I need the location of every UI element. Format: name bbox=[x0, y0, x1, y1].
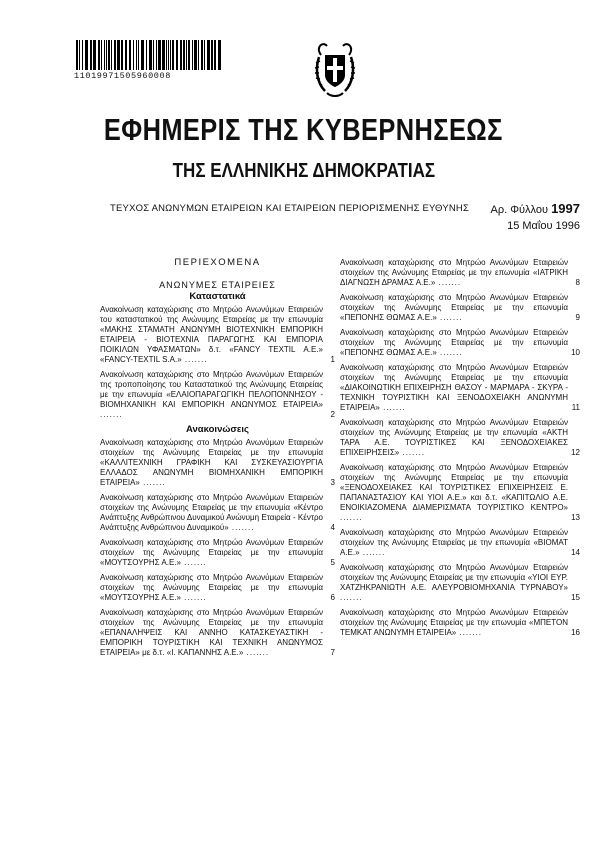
entry-text: Ανακοίνωση καταχώρισης στο Μητρώο Ανωνύμων Εταιρειών στοιχείων της Ανώνυμης Εταιρείας με την επωνυμία «ΜΠΕΤΟΝ ΤΕΜΚΑΤ ΑΝΩΝΥΜΗ ΕΤΑΙΡΕΙΑ» bbox=[340, 608, 568, 637]
leader-dots: ....... bbox=[436, 348, 463, 357]
entry-text: Ανακοίνωση καταχώρισης στο Μητρώο Ανωνύμων Εταιρειών στοιχείων της Ανώνυμης Εταιρείας με την επωνυμία «ΠΕΠΟΝΗΣ ΘΩΜΑΣ Α.Ε.» bbox=[340, 293, 568, 322]
leader-dots: ....... bbox=[379, 403, 406, 412]
leader-dots: ....... bbox=[100, 410, 123, 419]
sheet-label: Αρ. Φύλλου bbox=[490, 204, 549, 216]
entry-text: Ανακοίνωση καταχώρισης στο Μητρώο Ανωνύμων Εταιρειών της τροποποίησης του Καταστατικού της Ανώνυμης Εταιρείας με την επωνυμία «ΕΛΑΙΟΠΑΡΑΓΩΓΙΚΗ ΠΕΛΟΠΟΝΝΗΣΟΥ - ΒΙΟΜΗΧΑΝΙΚΗ ΚΑΙ ΕΜΠΟΡΙΚΗ ΑΝΩΝΥΜΟΣ ΕΤΑΙΡΕΙΑ» bbox=[100, 370, 323, 409]
contents-right-column bbox=[340, 258, 580, 643]
contents-entry bbox=[340, 463, 580, 523]
entry-text: Ανακοίνωση καταχώρισης στο Μητρώο Ανωνύμων Εταιρειών στοιχείων της Ανώνυμης Εταιρείας με την επωνυμία «ΑΚΤΗ ΤΑΡΑ Α.Ε. ΤΟΥΡΙΣΤΙΚΕΣ ΚΑΙ ΞΕΝΟΔΟΧΕΙΑΚΕΣ ΕΠΙΧΕΙΡΗΣΕΙΣ» bbox=[340, 418, 568, 457]
leader-dots: ....... bbox=[180, 593, 207, 602]
entry-page-number: 14 bbox=[571, 548, 580, 557]
entry-page-number: 8 bbox=[575, 278, 580, 287]
contents-entry bbox=[100, 608, 335, 658]
sheet-number: 1997 bbox=[551, 201, 580, 216]
entry-text: Ανακοίνωση καταχώρισης στο Μητρώο Ανωνύμων Εταιρειών στοιχείων της Ανώνυμης Εταιρείας με την επωνυμία «ΙΑΤΡΙΚΗ ΔΙΑΓΝΩΣΗ ΔΡΑΜΑΣ Α.Ε.» bbox=[340, 258, 568, 287]
section-heading: ΑΝΩΝΥΜΕΣ ΕΤΑΙΡΕΙΕΣ bbox=[159, 280, 276, 290]
leader-dots: ....... bbox=[243, 648, 270, 657]
notices-right-list bbox=[340, 258, 580, 638]
contents-entry bbox=[340, 418, 580, 458]
notices-left-list bbox=[100, 438, 335, 658]
entry-page-number: 6 bbox=[330, 593, 335, 602]
contents-entry bbox=[340, 563, 580, 603]
entry-page-number: 1 bbox=[330, 355, 335, 364]
entry-page-number: 7 bbox=[330, 648, 335, 657]
entry-page-number: 16 bbox=[571, 628, 580, 637]
leader-dots: ....... bbox=[181, 355, 208, 364]
leader-dots: ....... bbox=[436, 313, 463, 322]
entry-text: Ανακοίνωση καταχώρισης στο Μητρώο Ανωνύμων Εταιρειών στοιχείων της Ανώνυμης Εταιρείας με την επωνυμία «ΒΙΟΜΑΤ Α.Ε.» bbox=[340, 528, 568, 557]
entry-text: Ανακοίνωση καταχώρισης στο Μητρώο Ανωνύμων Εταιρειών στοιχείων της Ανώνυμης Εταιρείας με την επωνυμία «ΚΑΛΛΙΤΕΧΝΙΚΗ ΓΡΑΦΙΚΗ ΚΑΙ ΣΥΣΚΕΥΑΣΙΟΥΡΓΙΑ ΕΛΛΑΔΟΣ ΑΝΩΝΥΜΗ ΒΙΟΜΗΧΑΝΙΚΗ ΕΜΠΟΡΙΚΗ ΕΤΑΙΡΕΙΑ» bbox=[100, 438, 323, 487]
leader-dots: ....... bbox=[435, 278, 462, 287]
leader-dots: ....... bbox=[228, 523, 255, 532]
entry-page-number: 11 bbox=[571, 403, 580, 412]
notices-heading: Ανακοινώσεις bbox=[186, 424, 249, 435]
statutes-list bbox=[100, 305, 335, 420]
contents-entry bbox=[340, 258, 580, 288]
contents-entry bbox=[340, 328, 580, 358]
leader-dots: ....... bbox=[399, 448, 426, 457]
entry-text: Ανακοίνωση καταχώρισης στο Μητρώο Ανωνύμων Εταιρειών στοιχείων της Ανώνυμης Εταιρείας με την επωνυμία «ΕΠΑΝΑΛΗΨΕΙΣ ΚΑΙ ΑΝΝΗΟ ΚΑΤΑΣΚΕΥΑΣΤΙΚΗ - ΕΜΠΟΡΙΚΗ ΤΟΥΡΙΣΤΙΚΗ ΚΑΙ ΤΕΧΝΙΚΗ ΑΝΩΝΥΜΟΣ ΕΤΑΙΡΕΙΑ» με δ.τ. «Ι. ΚΑΠΑΝΝΗΣ Α.Ε.» bbox=[100, 608, 323, 657]
entry-text: Ανακοίνωση καταχώρισης στο Μητρώο Ανωνύμων Εταιρειών στοιχείων της Ανώνυμης Εταιρείας με την επωνυμία «ΠΕΠΟΝΗΣ ΘΩΜΑΣ Α.Ε.» bbox=[340, 328, 568, 357]
gazette-title: ΕΦΗΜΕΡΙΣ ΤΗΣ ΚΥΒΕΡΝΗΣΕΩΣ bbox=[103, 112, 503, 147]
contents-entry bbox=[340, 293, 580, 323]
barcode-number: 11019971505960008 bbox=[74, 71, 171, 81]
sheet-number-block bbox=[491, 201, 580, 216]
leader-dots: ....... bbox=[359, 548, 386, 557]
contents-entry bbox=[100, 493, 335, 533]
entry-text: Ανακοίνωση καταχώρισης στο Μητρώο Ανωνύμων Εταιρειών στοιχείων της Ανώνυμης Εταιρείας με την επωνυμία «ΥΙΟΙ ΕΥΡ. ΧΑΤΖΗΚΡΑΝΙΩΤΗ Α.Ε. ΑΛΕΥΡΟΒΙΟΜΗΧΑΝΙΑ ΤΥΡΝΑΒΟΥ» bbox=[340, 563, 568, 592]
contents-entry bbox=[340, 608, 580, 638]
coat-of-arms-icon bbox=[313, 37, 357, 99]
leader-dots: ....... bbox=[456, 628, 483, 637]
contents-entry bbox=[100, 305, 335, 365]
entry-page-number: 10 bbox=[571, 348, 580, 357]
issue-line bbox=[110, 203, 580, 214]
leader-dots: ....... bbox=[180, 558, 207, 567]
entry-page-number: 12 bbox=[571, 448, 580, 457]
statutes-heading: Καταστατικά bbox=[189, 291, 246, 302]
entry-page-number: 3 bbox=[330, 478, 335, 487]
entry-page-number: 15 bbox=[571, 593, 580, 602]
contents-entry bbox=[340, 528, 580, 558]
contents-entry bbox=[100, 370, 335, 420]
issue-date: 15 Μαΐου 1996 bbox=[507, 220, 580, 232]
entry-text: Ανακοίνωση καταχώρισης στο Μητρώο Ανωνύμων Εταιρειών στοιχείων της Ανώνυμης Εταιρείας με την επωνυμία «ΔΙΑΚΟΙΝΩΤΙΚΗ ΕΠΙΧΕΙΡΗΣΗ ΘΑΣΟΥ - ΜΑΡΜΑΡΑ - ΣΚΥΡΑ - ΤΕΧΝΙΚΗ ΤΟΥΡΙΣΤΙΚΗ ΚΑΙ ΞΕΝΟΔΟΧΕΙΑΚΗ ΑΝΩΝΥΜΗ ΕΤΑΙΡΕΙΑ» bbox=[340, 363, 568, 412]
contents-left-column bbox=[100, 258, 335, 663]
leader-dots: ....... bbox=[340, 513, 363, 522]
entry-page-number: 4 bbox=[330, 523, 335, 532]
entry-text: Ανακοίνωση καταχώρισης στο Μητρώο Ανωνύμων Εταιρειών στοιχείων της Ανώνυμης Εταιρείας με την επωνυμία «ΜΟΥΤΣΟΥΡΗΣ Α.Ε.» bbox=[100, 573, 323, 602]
contents-entry bbox=[100, 538, 335, 568]
leader-dots: ....... bbox=[139, 478, 166, 487]
contents-heading: ΠΕΡΙΕΧΟΜΕΝΑ bbox=[174, 257, 261, 268]
barcode bbox=[76, 40, 222, 70]
entry-page-number: 5 bbox=[330, 558, 335, 567]
gazette-subtitle: ΤΗΣ ΕΛΛΗΝΙΚΗΣ ΔΗΜΟΚΡΑΤΙΑΣ bbox=[172, 160, 436, 182]
entry-page-number: 2 bbox=[330, 410, 335, 419]
contents-entry bbox=[340, 363, 580, 413]
entry-page-number: 13 bbox=[571, 513, 580, 522]
contents-entry bbox=[100, 438, 335, 488]
entry-text: Ανακοίνωση καταχώρισης στο Μητρώο Ανωνύμων Εταιρειών στοιχείων της Ανώνυμης Εταιρείας με την επωνυμία «ΜΟΥΤΣΟΥΡΗΣ Α.Ε.» bbox=[100, 538, 323, 567]
contents-entry bbox=[100, 573, 335, 603]
entry-text: Ανακοίνωση καταχώρισης στο Μητρώο Ανωνύμων Εταιρειών στοιχείων της Ανώνυμης Εταιρείας με την επωνυμία «Κέντρο Ανάπτυξης Ανθρώπινου Δυναμικού Ανώνυμη Εταιρεία - Κέντρο Ανάπτυξης Ανθρώπινου Δυναμικού» bbox=[100, 493, 323, 532]
entry-text: Ανακοίνωση καταχώρισης στο Μητρώο Ανωνύμων Εταιρειών στοιχείων της Ανώνυμης Εταιρείας με την επωνυμία «ΞΕΝΟΔΟΧΕΙΑΚΕΣ ΚΑΙ ΤΟΥΡΙΣΤΙΚΕΣ ΕΠΙΧΕΙΡΗΣΕΙΣ Ε. ΠΑΠΑΝΑΣΤΑΣΙΟΥ ΚΑΙ ΥΙΟΙ Α.Ε.» και δ.τ. «ΚΑΠΙΤΩΛΙΟ Α.Ε. ΕΝΟΙΚΙΑΖΟΜΕΝΑ ΔΙΑΜΕΡΙΣΜΑΤΑ ΤΟΥΡΙΣΤΙΚΟ ΚΕΝΤΡΟ» bbox=[340, 463, 568, 512]
issue-type: ΤΕΥΧΟΣ ΑΝΩΝΥΜΩΝ ΕΤΑΙΡΕΙΩΝ ΚΑΙ ΕΤΑΙΡΕΙΩΝ ΠΕΡΙΟΡΙΣΜΕΝΗΣ ΕΥΘΥΝΗΣ bbox=[110, 203, 470, 214]
leader-dots: ....... bbox=[340, 593, 363, 602]
entry-text: Ανακοίνωση καταχώρισης στο Μητρώο Ανωνύμων Εταιρειών του καταστατικού της Ανώνυμης Εταιρείας με την επωνυμία «ΜΑΚΗΣ ΣΤΑΜΑΤΗ ΑΝΩΝΥΜΗ ΒΙΟΤΕΧΝΙΚΗ ΕΜΠΟΡΙΚΗ ΕΤΑΙΡΕΙΑ - ΒΙΟΤΕΧΝΙΑ ΠΑΡΑΓΩΓΗΣ ΚΑΙ ΕΜΠΟΡΙΑ ΠΟΙΚΙΛΩΝ ΥΦΑΣΜΑΤΩΝ» δ.τ. «FANCY TEXTIL Α.Ε.» «FANCY-TEXTIL S.A.» bbox=[100, 305, 323, 364]
entry-page-number: 9 bbox=[575, 313, 580, 322]
